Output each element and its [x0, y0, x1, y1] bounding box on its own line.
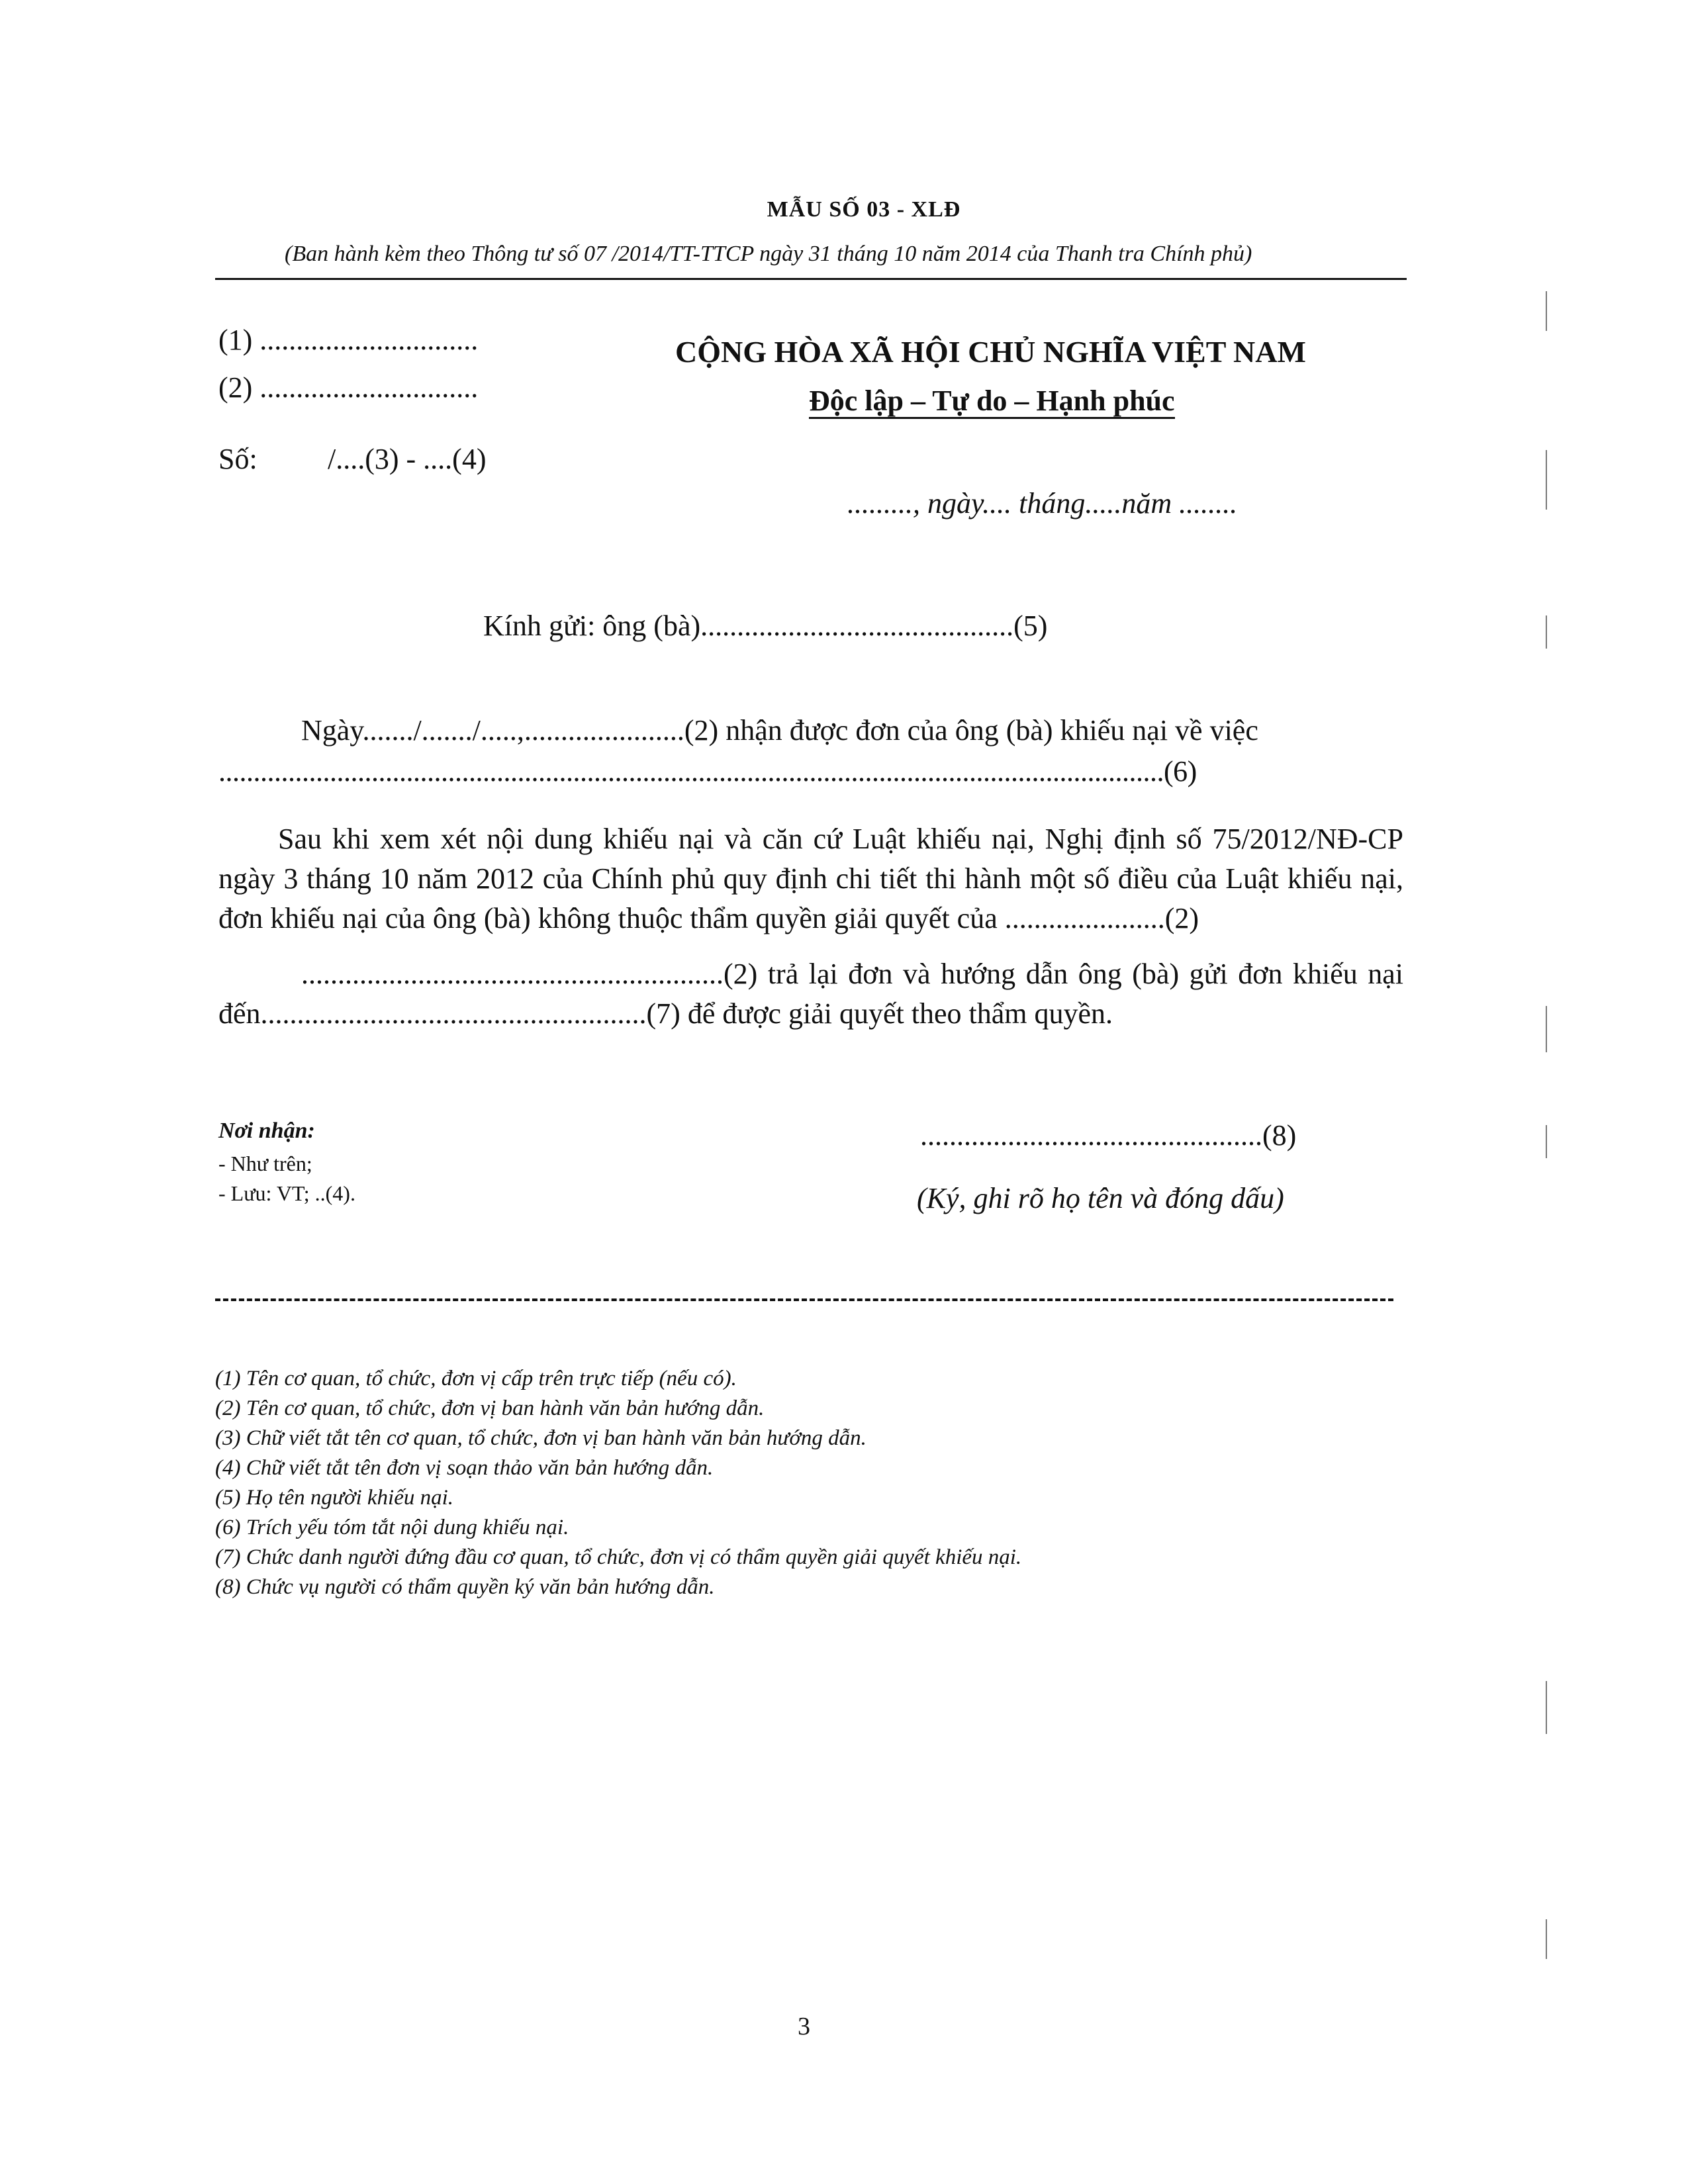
body-paragraph-1-line-1: Ngày......./......./.....,......................(2) nhận được đơn của ông (bà) khiếu nại về việc [301, 714, 1258, 747]
footnote: (2) Tên cơ quan, tổ chức, đơn vị ban hành văn bản hướng dẫn. [215, 1396, 765, 1420]
national-motto: Độc lập – Tự do – Hạnh phúc [809, 385, 1175, 419]
scan-artifact [1546, 1125, 1547, 1158]
footnote-separator [215, 1298, 1393, 1301]
document-number: /....(3) - ....(4) [328, 443, 487, 475]
footnote: (3) Chữ viết tắt tên cơ quan, tổ chức, đơn vị ban hành văn bản hướng dẫn. [215, 1426, 867, 1450]
body-paragraph-1-line-2: ........................................................................................................................................(6) [218, 755, 1197, 788]
header-rule [215, 278, 1407, 280]
scan-artifact [1546, 1681, 1547, 1734]
scan-artifact [1546, 291, 1547, 331]
body-paragraph-3: ..........................................................(2) trả lại đơn và hướng dẫn ông (bà) gửi đơn khiếu nại đến.....................................................(7) để được giải quyết theo thẩm quyền. [218, 958, 1403, 1030]
footnote: (1) Tên cơ quan, tổ chức, đơn vị cấp trên trực tiếp (nếu có). [215, 1367, 737, 1390]
body-paragraph-2: Sau khi xem xét nội dung khiếu nại và căn cứ Luật khiếu nại, Nghị định số 75/2012/NĐ-CP ngày 3 tháng 10 năm 2012 của Chính phủ quy định chi tiết thi hành một số điều của Luật khiếu nại, đơn khiếu nại của ông (bà) không thuộc thẩm quyền giải quyết của ......................(2) [218, 823, 1403, 934]
scan-artifact [1546, 450, 1547, 510]
footnote: (7) Chức danh người đứng đầu cơ quan, tổ chức, đơn vị có thẩm quyền giải quyết khiếu nại. [215, 1545, 1022, 1569]
recipients-title: Nơi nhận: [218, 1118, 315, 1143]
form-code: MẪU SỐ 03 - XLĐ [767, 197, 961, 222]
signer-line: ...............................................(8) [920, 1119, 1297, 1152]
signature-note: (Ký, ghi rõ họ tên và đóng dấu) [917, 1182, 1284, 1214]
agency-line-2: (2) .............................. [218, 371, 479, 404]
recipient-item: - Lưu: VT; ..(4). [218, 1181, 355, 1205]
footnote: (6) Trích yếu tóm tắt nội dung khiếu nại. [215, 1516, 569, 1539]
recipient-item: - Như trên; [218, 1152, 312, 1175]
scan-artifact [1546, 1919, 1547, 1959]
scan-artifact [1546, 1006, 1547, 1052]
addressee-line: Kính gửi: ông (bà)...........................................(5) [483, 610, 1048, 642]
national-title: CỘNG HÒA XÃ HỘI CHỦ NGHĨA VIỆT NAM [675, 335, 1306, 369]
footnote: (4) Chữ viết tắt tên đơn vị soạn thảo văn bản hướng dẫn. [215, 1456, 714, 1480]
page-number: 3 [798, 2013, 810, 2040]
agency-line-1: (1) .............................. [218, 324, 479, 356]
date-line: ........., ngày.... tháng.....năm ........ [847, 487, 1238, 520]
document-number-label: Số: [218, 443, 258, 475]
scan-artifact [1546, 615, 1547, 649]
issuance-note: (Ban hành kèm theo Thông tư số 07 /2014/TT-TTCP ngày 31 tháng 10 năm 2014 của Thanh tra Chính phủ) [285, 242, 1252, 266]
footnote: (5) Họ tên người khiếu nại. [215, 1486, 454, 1510]
footnote: (8) Chức vụ người có thẩm quyền ký văn bản hướng dẫn. [215, 1575, 715, 1599]
